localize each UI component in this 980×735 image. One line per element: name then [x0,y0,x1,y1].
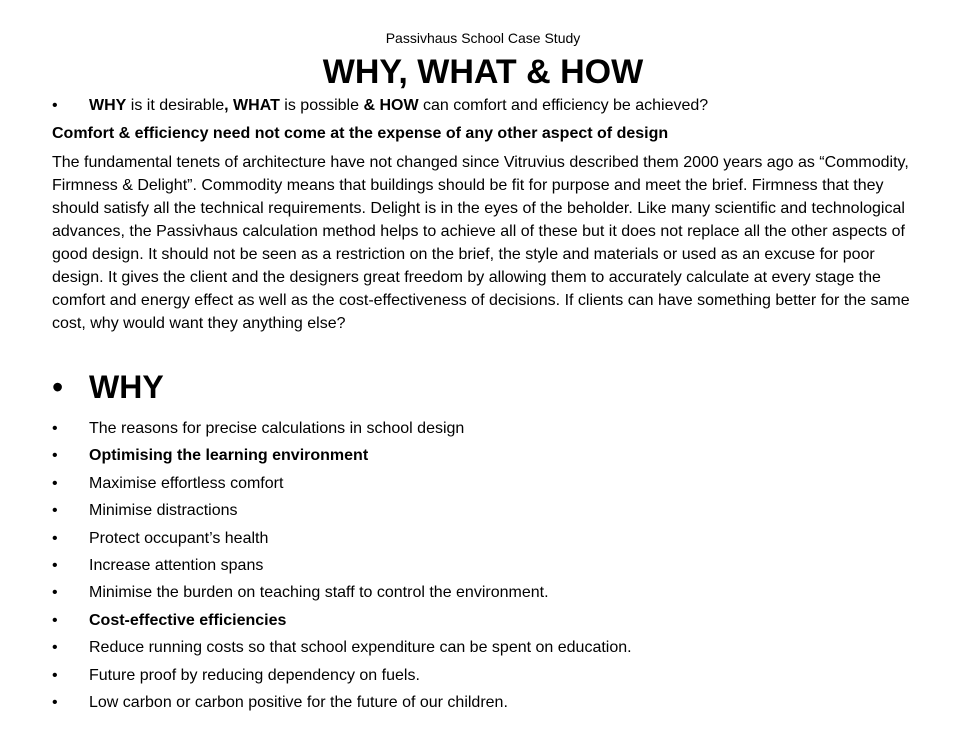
intro-text-part: is possible [279,97,364,114]
list-item [52,607,932,634]
bullet-marker: • [52,502,58,520]
list-item [52,634,932,661]
list-item [52,415,932,442]
list-item-text: Maximise effortless comfort [89,474,284,492]
bullet-marker: • [52,447,58,465]
list-item [52,442,932,469]
list-item-text: Future proof by reducing dependency on fuels. [89,666,420,684]
intro-text-part: can comfort and efficiency be achieved? [418,97,709,114]
intro-text-part: WHY [89,97,127,114]
list-item-text: Protect occupant’s health [89,529,269,547]
intro-text [89,97,708,114]
bullet-marker: • [52,694,58,712]
bullet-marker: • [52,420,58,437]
bullet-marker: • [52,529,58,547]
list-item-text: The reasons for precise calculations in school design [89,420,465,437]
section-heading: Comfort & efficiency need not come at the expense of any other aspect of design [52,125,669,142]
why-list [52,415,932,716]
list-item-text: Increase attention spans [89,557,264,575]
list-item [52,689,932,716]
list-item [52,470,932,497]
bullet-marker: • [52,557,58,575]
why-heading [52,365,164,409]
why-label: WHY [89,369,164,405]
list-item [52,662,932,689]
list-item [52,525,932,552]
list-item [52,497,932,524]
document-subtitle: Passivhaus School Case Study [385,30,581,46]
body-paragraph: The fundamental tenets of architecture have not changed since Vitruvius described them 2000 years ago as “Commodity, Firmness & Delight”. Commodity means that buildings should be fit for purpose and meet the brief. Firmness that they should satisfy all the technical requirements. Delight is in the eyes of the beholder. Like many scientific and technological advances, the Passivhaus calculation method helps to achieve all of these but it does not replace all the other aspects of good design. It should not be seen as a restriction on the brief, the style and materials or used as an excuse for poor design. It gives the client and the designers great freedom by allowing them to accurately calculate at every stage the comfort and energy effect as well as the cost-effectiveness of decisions. If clients can have something better for the same cost, why would want they anything else? [52,154,910,332]
list-item [52,579,932,606]
list-item-text: Reduce running costs so that school expenditure can be spent on education. [89,639,632,657]
bullet-marker: • [52,584,58,602]
intro-text-part: & HOW [363,97,419,114]
bullet-marker: • [52,474,58,492]
bullet-marker: • [52,611,58,629]
document-title: WHY, WHAT & HOW [322,53,644,91]
intro-text-part: is it desirable [126,97,225,114]
bullet-marker: • [52,97,58,114]
list-item [52,552,932,579]
bullet-marker: • [52,666,58,684]
bullet-marker: • [52,639,58,657]
intro-text-part: , WHAT [224,97,280,114]
list-item-text: Cost-effective efficiencies [89,611,287,629]
intro-bullet [52,95,932,117]
list-item-text: Minimise distractions [89,502,238,520]
list-item-text: Optimising the learning environment [89,447,369,465]
list-item-text: Low carbon or carbon positive for the future of our children. [89,694,508,712]
list-item-text: Minimise the burden on teaching staff to control the environment. [89,584,549,602]
bullet-marker: • [52,369,64,405]
